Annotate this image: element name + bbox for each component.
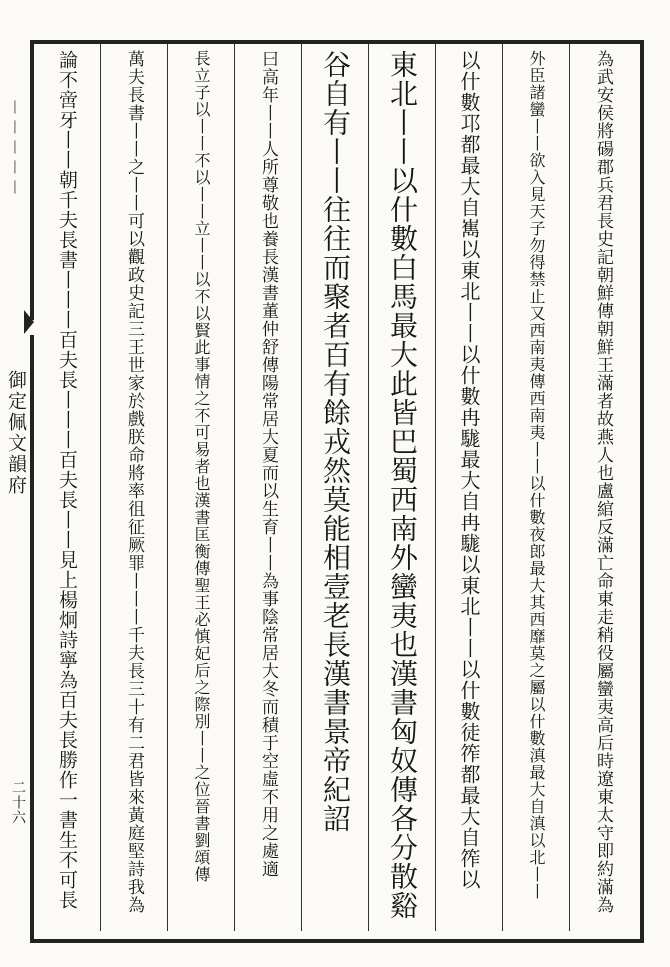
text-column xyxy=(100,44,167,931)
text-column xyxy=(368,44,435,931)
column-text: 谷自有丨丨往往而聚者百有餘戎然莫能相壹老長漢書景帝紀詔 xyxy=(319,50,352,833)
column-text: 為武安侯將碭郡兵君長史記朝鮮傳朝鮮王滿者故燕人也盧綰反滿亡命東走稍役屬蠻夷高后時遼東太守即約滿為 xyxy=(593,50,613,914)
text-column xyxy=(234,44,301,931)
column-text: 論不啻牙丨丨朝千夫長書丨丨丨百夫長丨丨丨百夫長丨丨見上楊炯詩寧為百夫長勝作一書生不可長 xyxy=(56,50,78,910)
text-columns xyxy=(34,44,636,931)
text-column xyxy=(502,44,569,931)
column-text: 以什數邛都最大自嶲以東北丨丨以什數冉駹最大自冉駹以東北丨丨以什數徒筰都最大自筰以 xyxy=(457,50,481,890)
column-text: 東北丨丨以什數白馬最大此皆巴蜀西南外蠻夷也漢書匈奴傳各分散谿 xyxy=(386,50,419,920)
column-text: 曰高年丨丨人所尊敬也養長漢書董仲舒傳陽常居大夏而以生育丨丨為事陰常居大冬而積于空虛不用之處適 xyxy=(258,50,278,878)
text-column xyxy=(34,44,100,931)
page-number: 二十六 xyxy=(10,780,26,825)
margin-marks: 丨丨丨丨丨 xyxy=(6,100,22,200)
text-column xyxy=(301,44,368,931)
text-column xyxy=(569,44,636,931)
page-gutter xyxy=(0,40,30,935)
column-text: 外臣諸蠻丨丨欲入見天子勿得禁止又西南夷傳西南夷丨丨以什數夜郎最大其西靡莫之屬以什數滇最大自滇以北丨丨 xyxy=(527,50,546,900)
text-column xyxy=(167,44,234,931)
text-column xyxy=(435,44,502,931)
book-title: 御定佩文韻府 xyxy=(5,370,27,496)
column-text: 萬夫長書丨丨之丨丨可以觀政史記三王世家於戲朕命將率徂征厥罪丨丨丨千夫長三十有二君皆來黃庭堅詩我為 xyxy=(124,50,144,914)
column-text: 長立子以丨丨不以丨丨立丨丨以不以賢此事情之不可易者也漢書匡衡傳聖王必慎妃后之際別丨丨之位晉書劉頌傳 xyxy=(192,50,211,883)
